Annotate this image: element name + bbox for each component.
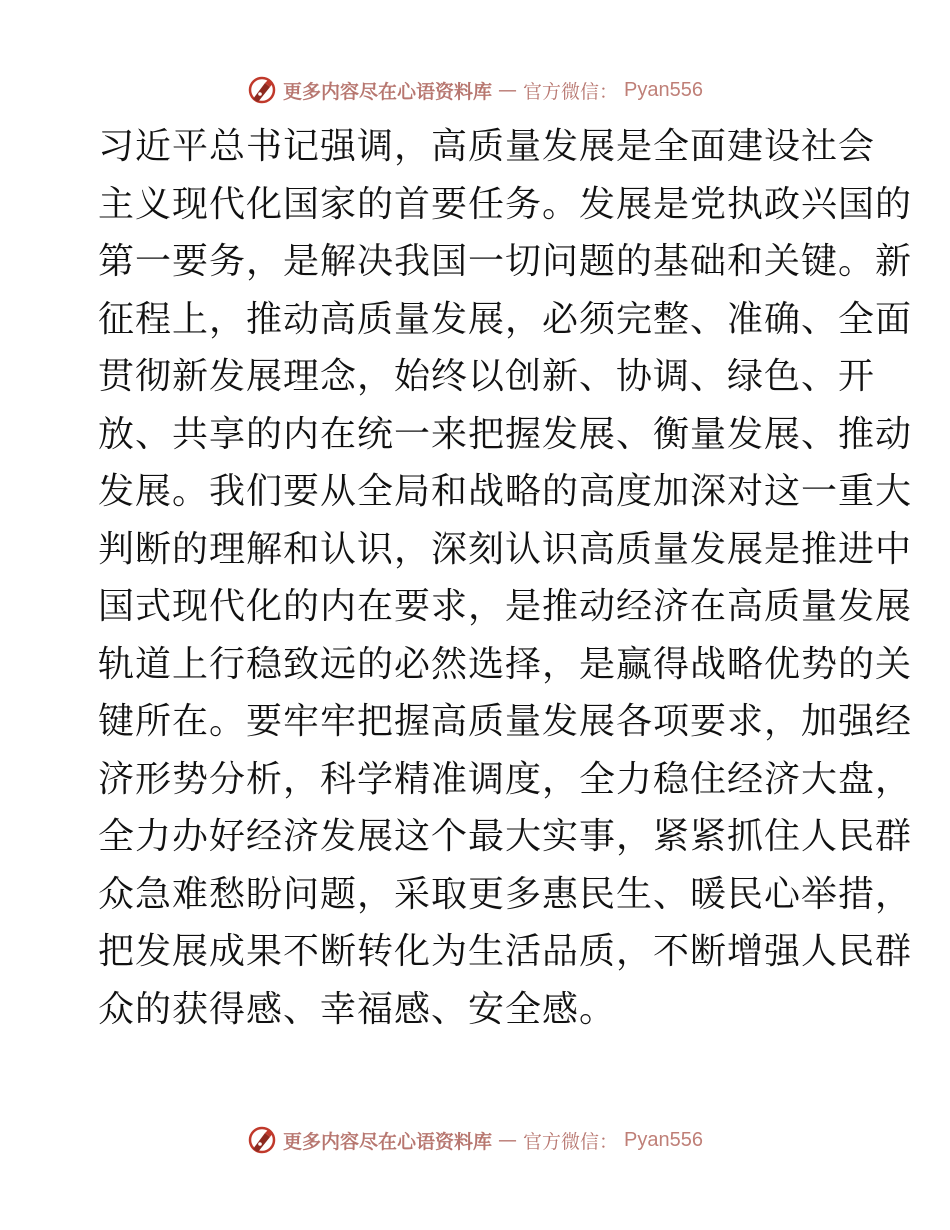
banner-wechat-id: Pyan556 <box>624 78 703 101</box>
footer-banner <box>0 1120 950 1160</box>
banner-wechat-id: Pyan556 <box>624 1128 703 1151</box>
body-line: 发展。我们要从全局和战略的高度加深对这一重大 <box>98 471 913 512</box>
banner-separator: — <box>498 79 518 101</box>
body-line: 轨道上行稳致远的必然选择，是赢得战略优势的关 <box>98 643 913 685</box>
body-line: 众急难愁盼问题，采取更多惠民生、暖民心举措， <box>98 873 913 915</box>
body-line: 全力办好经济发展这个最大实事，紧紧抓住人民群 <box>98 816 913 857</box>
body-line: 判断的理解和认识，深刻认识高质量发展是推进中 <box>98 528 913 570</box>
header-banner <box>0 70 950 110</box>
body-line: 征程上，推动高质量发展，必须完整、准确、全面 <box>98 298 913 340</box>
body-line: 众的获得感、幸福感、安全感。 <box>98 988 617 1030</box>
body-line: 习近平总书记强调，高质量发展是全面建设社会 <box>98 126 876 167</box>
banner-wechat-label: 官方微信： <box>523 1130 619 1153</box>
pen-nib-logo-icon <box>247 75 277 105</box>
body-line: 第一要务，是解决我国一切问题的基础和关键。新 <box>98 241 913 282</box>
banner-separator: — <box>498 1129 518 1151</box>
body-line: 国式现代化的内在要求，是推动经济在高质量发展 <box>98 586 913 627</box>
body-line: 放、共享的内在统一来把握发展、衡量发展、推动 <box>98 413 913 455</box>
banner-site-text: 更多内容尽在心语资料库 <box>283 80 493 103</box>
body-line: 键所在。要牢牢把握高质量发展各项要求，加强经 <box>98 701 913 742</box>
body-paragraph <box>98 118 913 1038</box>
banner-site-text: 更多内容尽在心语资料库 <box>283 1130 493 1153</box>
body-line: 主义现代化国家的首要任务。发展是党执政兴国的 <box>98 183 913 225</box>
body-line: 贯彻新发展理念，始终以创新、协调、绿色、开 <box>98 356 876 397</box>
pen-nib-logo-icon <box>247 1125 277 1155</box>
body-line: 把发展成果不断转化为生活品质，不断增强人民群 <box>98 931 913 972</box>
banner-wechat-label: 官方微信： <box>523 80 619 103</box>
body-line: 济形势分析，科学精准调度，全力稳住经济大盘， <box>98 758 913 800</box>
